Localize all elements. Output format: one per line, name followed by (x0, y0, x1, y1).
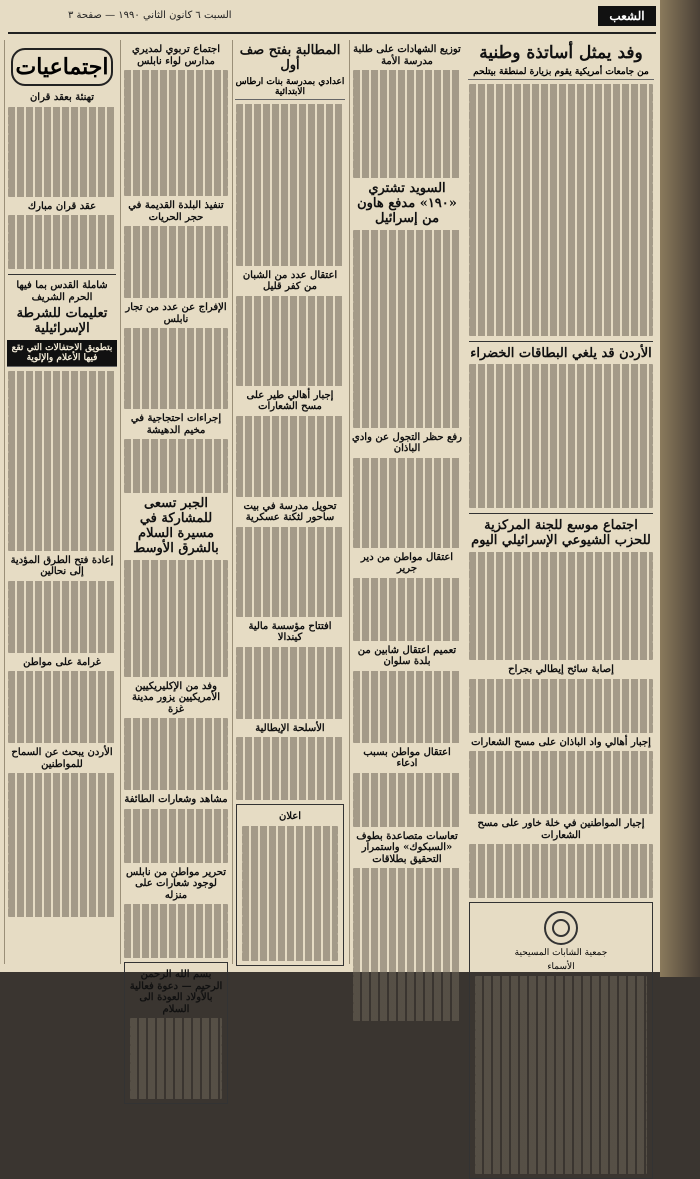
article-body (124, 70, 228, 196)
headline-engagement: تهنئة بعقد قران (29, 92, 95, 103)
binding-edge (660, 0, 700, 977)
column-4 (349, 40, 464, 964)
article-body (236, 416, 344, 497)
headline-educational-meeting: اجتماع تربوي لمديري مدارس لواء نابلس (131, 44, 221, 67)
article-body (8, 671, 116, 743)
subhead-delegation: من جامعات أمريكية يقوم بزيارة لمنطقة بيتلحم (468, 67, 654, 80)
headline-weapons: الأسلحة الإيطالية (255, 722, 325, 734)
notice-body (475, 976, 647, 1174)
article-body (124, 904, 228, 958)
headline-dheisheh: إجراءات احتجاجية في مخيم الدهيشة (130, 413, 222, 436)
headline-curfew: رفع حظر التجول عن وادي الباذان (352, 431, 462, 455)
article-body (236, 647, 344, 719)
header-date: السبت ٦ كانون الثاني ١٩٩٠ — صفحة ٣ (68, 10, 232, 21)
headline-fine: غرامة على مواطن (23, 656, 101, 668)
masthead-logo: الشعب (598, 6, 656, 26)
article-body (8, 215, 116, 269)
article-body (236, 296, 344, 386)
article-body (469, 552, 653, 660)
headline-certificates: توزيع الشهادات على طلبة مدرسة الأمة (353, 44, 461, 67)
headline-police-instructions: تعليمات للشرطة الإسرائيلية (16, 306, 108, 336)
article-body (124, 809, 228, 863)
headline-nablus-house: تحرير مواطن من نابلس لوجود شعارات على منزله (125, 866, 226, 901)
headline-financial: افتتاح مؤسسة مالية كيندالا (248, 620, 332, 644)
invitation-title: بسم الله الرحمن الرحيم — دعوة فعالية بالأولاد العودة الى السلام (129, 969, 223, 1015)
headline-clergy-gaza: وفد من الإكليريكيين الأمريكيين يزور مدينة غزة (132, 680, 220, 715)
notice-box (469, 902, 653, 1179)
section-title-social: اجتماعيات (11, 48, 113, 86)
announcement-box (236, 804, 344, 966)
article-body (353, 868, 461, 1021)
headline-sweden-mortars: السويد تشتري «١٩٠» مدفع هاون من إسرائيل (357, 181, 457, 226)
article-body (353, 671, 461, 743)
headline-jerusalem: شاملة القدس بما فيها الحرم الشريف (16, 280, 108, 303)
column-5 (466, 40, 656, 973)
article-body (469, 751, 653, 814)
column-3 (232, 40, 347, 964)
article-body (124, 718, 228, 790)
headline-khallet-khawar: إجبار المواطنين في خلة خاور على مسح الشعارات (477, 818, 645, 841)
society-emblem-icon (544, 911, 578, 945)
article-body (124, 328, 228, 409)
headline-tayr: إجبار أهالي طير على مسح الشعارات (246, 389, 334, 413)
invitation-body (130, 1018, 222, 1099)
article-body (353, 230, 461, 428)
article-body (124, 560, 228, 677)
invitation-box (124, 962, 228, 1104)
subhead-artas: اعدادي بمدرسة بنات ارطاس الابتدائية (235, 77, 345, 100)
article-body (8, 773, 116, 917)
headline-marriage: عقد قران مبارك (27, 200, 97, 212)
announcement-body (242, 826, 338, 961)
article-body (8, 581, 116, 653)
article-body (353, 458, 461, 548)
article-body (236, 527, 344, 617)
headline-delegation: وفد يمثل أساتذة وطنية (479, 43, 643, 63)
article-body (124, 439, 228, 493)
headline-communist-party: اجتماع موسع للجنة المركزية للحزب الشيوعي الإسرائيلي اليوم (471, 518, 651, 549)
headline-tourist: إصابة سائح إيطالي بجراح (508, 664, 614, 676)
article-body (8, 107, 116, 197)
headline-arrest-claim: اعتقال مواطن بسبب ادعاء (363, 746, 451, 770)
notice-subtitle: الأسماء (547, 962, 575, 973)
subhead-flags: بتطويق الاحتفالات التي تقع فيها الأعلام والإلوية (7, 340, 117, 367)
headline-badhan: إجبار أهالي واد الباذان على مسح الشعارات (471, 736, 651, 748)
headline-peace-march: الجبر تسعى للمشاركة في مسيرة السلام بالشرق الأوسط (133, 496, 219, 556)
headline-arrest-jarir: اعتقال مواطن من دير جرير (360, 551, 454, 575)
headline-beit-sahour: تحويل مدرسة في بيت ساحور لثكنة عسكرية (243, 500, 337, 524)
article-body (469, 364, 653, 508)
headline-kafr-qalil: اعتقال عدد من الشبان من كفر قليل (242, 269, 338, 293)
announcement-title: اعلان (278, 811, 302, 823)
article-body (8, 371, 116, 551)
article-body (124, 226, 228, 298)
headline-silwan: تعميم اعتقال شابين من بلدة سلوان (357, 644, 457, 668)
article-body (353, 773, 461, 827)
page-header (8, 4, 656, 34)
headline-nahalin: إعادة فتح الطرق المؤدية إلى نحالين (10, 554, 114, 578)
article-body (469, 84, 653, 336)
column-1 (4, 40, 119, 964)
headline-jordan-citizens: الأردن يبحث عن السماح للمواطنين (11, 747, 113, 770)
notice-title: جمعية الشابات المسيحية (514, 948, 608, 959)
headline-investigation: تعاسات متصاعدة بطوف «السبكوك» واستمرار التحقيق بطلاقات (356, 830, 458, 865)
headline-release-merchants: الإفراج عن عدد من تجار نابلس (125, 302, 227, 325)
column-2 (120, 40, 231, 1015)
article-body (353, 578, 461, 641)
headline-old-city: تنفيذ البلدة القديمة في حجر الحريات (128, 200, 224, 223)
article-body (469, 679, 653, 733)
headline-scenes: مشاهد وشعارات الطائفة (124, 794, 228, 806)
article-body (236, 737, 344, 800)
headline-green-cards: الأردن قد يلغي البطاقات الخضراء (470, 345, 652, 361)
article-body (236, 104, 344, 266)
article-body (469, 844, 653, 898)
headline-first-grade: المطالبة بفتح صف أول (239, 43, 341, 73)
article-body (353, 70, 461, 178)
